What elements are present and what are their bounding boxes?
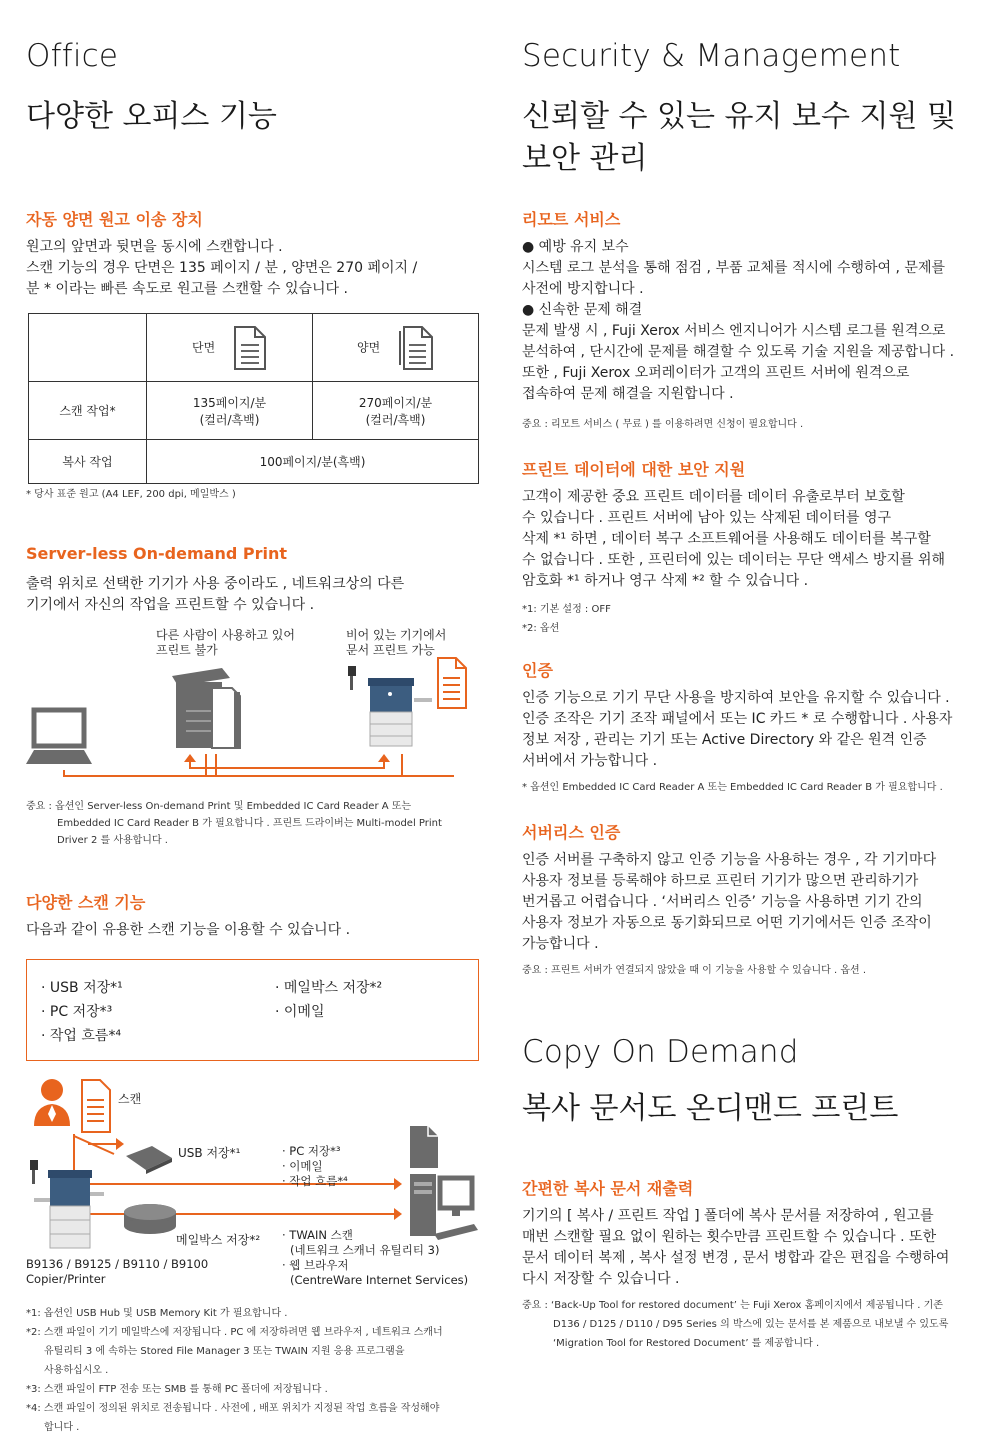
value-line: (컬러/흑백) bbox=[199, 412, 260, 427]
twain-labels bbox=[282, 1228, 468, 1288]
scan-document-icon bbox=[82, 1080, 110, 1132]
free-printer-icon bbox=[348, 666, 432, 746]
value-line: 270페이지/분 bbox=[358, 395, 433, 410]
label-line: 비어 있는 기기에서 bbox=[346, 628, 447, 642]
label-line: B9136 / B9125 / B9110 / B9100 bbox=[26, 1257, 209, 1271]
adf-line: 스캔 기능의 경우 단면은 135 페이지 / 분 , 양면은 270 페이지 / bbox=[26, 260, 418, 276]
label-line: Copier/Printer bbox=[26, 1272, 106, 1286]
security-line: 고객이 제공한 중요 프린트 데이터를 데이터 유출로부터 보호할 bbox=[522, 489, 905, 505]
scan-feature-email: · 이메일 bbox=[275, 1004, 325, 1020]
note-line: *2: 옵션 bbox=[522, 623, 560, 634]
auth-line: 인증 기능으로 기기 무단 사용을 방지하여 보안을 유지할 수 있습니다 . bbox=[522, 690, 950, 706]
security-line: 수 있습니다 . 프린트 서버에 남아 있는 삭제된 데이터를 영구 bbox=[522, 510, 892, 526]
remote-line: 분석하여 , 단시간에 문제를 해결할 수 있도록 기술 지원을 제공합니다 . bbox=[522, 344, 955, 360]
serverless-heading: Server-less On-demand Print bbox=[26, 544, 287, 563]
label-line: (CentreWare Internet Services) bbox=[290, 1273, 469, 1287]
subtitle-line: 보안 관리 bbox=[522, 141, 648, 176]
auth-line: 서버에서 가능합니다 . bbox=[522, 753, 658, 769]
office-subtitle: 다양한 오피스 기능 bbox=[26, 99, 277, 134]
reprint-description bbox=[522, 1206, 992, 1290]
serverless-print-diagram bbox=[26, 654, 476, 786]
remote-line: ● 신속한 문제 해결 bbox=[522, 302, 643, 318]
remote-line: 또한 , Fuji Xerox 오퍼레이터가 고객의 프린트 서버에 원격으로 bbox=[522, 365, 910, 381]
security-subtitle bbox=[522, 96, 956, 180]
scan-label: 스캔 bbox=[118, 1092, 142, 1106]
reprint-heading: 간편한 복사 문서 재출력 bbox=[522, 1179, 694, 1198]
reprint-note bbox=[522, 1296, 948, 1353]
serverless-description bbox=[26, 574, 404, 616]
subtitle-line: 신뢰할 수 있는 유지 보수 지원 및 bbox=[522, 99, 956, 134]
double-sided-document-icon bbox=[398, 325, 434, 371]
model-label bbox=[26, 1257, 208, 1287]
remote-line: 사전에 방지합니다 . bbox=[522, 281, 644, 297]
printed-document-icon bbox=[438, 658, 466, 708]
print-security-heading: 프린트 데이터에 대한 보안 지원 bbox=[522, 460, 746, 479]
scan-speed-table bbox=[28, 313, 479, 484]
scan-feature-usb: · USB 저장*¹ bbox=[41, 980, 123, 996]
scan-double-value bbox=[313, 382, 479, 440]
label-line: · PC 저장*³ bbox=[282, 1144, 341, 1158]
label-line: 다른 사람이 사용하고 있어 bbox=[156, 628, 295, 642]
security-title: Security & Management bbox=[522, 38, 901, 74]
table-header-double bbox=[313, 314, 479, 382]
auth-line: 사용자 정보가 자동으로 동기화되므로 어떤 기기에서든 인증 조작이 bbox=[522, 915, 932, 931]
scan-single-value bbox=[147, 382, 313, 440]
scan-feature-pc: · PC 저장*³ bbox=[41, 1004, 113, 1020]
serverless-note bbox=[26, 798, 442, 849]
serverless-auth-heading: 서버리스 인증 bbox=[522, 823, 621, 842]
note-line: 합니다 . bbox=[44, 1422, 80, 1433]
scan-notes bbox=[26, 1304, 443, 1437]
remote-heading: 리모트 서비스 bbox=[522, 210, 621, 229]
label-line: · TWAIN 스캔 bbox=[282, 1228, 353, 1242]
adf-heading: 자동 양면 원고 이송 장치 bbox=[26, 210, 203, 229]
reprint-line: 다시 저장할 수 있습니다 . bbox=[522, 1271, 680, 1287]
adf-description bbox=[26, 237, 476, 300]
scan-description: 다음과 같이 유용한 스캔 기능을 이용할 수 있습니다 . bbox=[26, 922, 351, 938]
note-line: *3: 스캔 파일이 FTP 전송 또는 SMB 를 통해 PC 폴더에 저장됩니다 . bbox=[26, 1384, 328, 1395]
usb-label: USB 저장*¹ bbox=[178, 1146, 241, 1160]
remote-description bbox=[522, 237, 992, 405]
copy-value: 100페이지/분(흑백) bbox=[147, 440, 479, 484]
copy-title: Copy On Demand bbox=[522, 1034, 799, 1070]
remote-line: 문제 발생 시 , Fuji Xerox 서비스 엔지니어가 시스템 로그를 원격으로 bbox=[522, 323, 946, 339]
serverless-auth-note: 중요 : 프린트 서버가 연결되지 않았을 때 이 기능을 사용할 수 있습니다 . 옵션 . bbox=[522, 965, 867, 976]
note-line: *1: 기본 설정 : OFF bbox=[522, 604, 611, 615]
remote-note: 중요 : 리모트 서비스 ( 무료 ) 를 이용하려면 신청이 필요합니다 . bbox=[522, 419, 804, 430]
reprint-line: 문서 데이터 복제 , 복사 설정 변경 , 문서 병합과 같은 편집을 수행하여 bbox=[522, 1250, 950, 1266]
security-line: 삭제 *¹ 하면 , 데이터 복구 소프트웨어를 사용해도 데이터를 복구할 bbox=[522, 531, 931, 547]
copy-subtitle: 복사 문서도 온디맨드 프린트 bbox=[522, 1091, 899, 1126]
pc-save-labels bbox=[282, 1144, 348, 1189]
note-line: Embedded IC Card Reader B 가 필요합니다 . 프린트 드라이버는 Multi-model Print bbox=[57, 818, 442, 829]
note-line: 중요 : ‘Back-Up Tool for restored document’ 는 Fuji Xerox 홈페이지에서 제공됩니다 . 기존 bbox=[522, 1300, 943, 1311]
value-line: 135페이지/분 bbox=[192, 395, 267, 410]
print-security-description bbox=[522, 487, 992, 592]
double-label: 양면 bbox=[356, 340, 381, 354]
remote-line: ● 예방 유지 보수 bbox=[522, 239, 629, 255]
table-header-single bbox=[147, 314, 313, 382]
usb-memory-icon bbox=[126, 1146, 172, 1174]
remote-line: 시스템 로그 분석을 통해 점검 , 부품 교체를 적시에 수행하여 , 문제를 bbox=[522, 260, 945, 276]
single-label: 단면 bbox=[191, 340, 216, 354]
serverless-auth-description bbox=[522, 850, 992, 955]
print-security-notes bbox=[522, 600, 611, 638]
auth-line: 정보 저장 , 관리는 기기 또는 Active Directory 와 같은 원격 인증 bbox=[522, 732, 927, 748]
mfp-printer-icon bbox=[30, 1160, 104, 1248]
note-line: 사용하십시오 . bbox=[44, 1365, 109, 1376]
reprint-line: 매번 스캔할 필요 없이 원하는 횟수만큼 프린트할 수 있습니다 . 또한 bbox=[522, 1229, 937, 1245]
table-corner bbox=[29, 314, 147, 382]
auth-line: 인증 서버를 구축하지 않고 인증 기능을 사용하는 경우 , 각 기기마다 bbox=[522, 852, 937, 868]
scan-feature-mailbox: · 메일박스 저장*² bbox=[275, 980, 383, 996]
label-line: · 웹 브라우저 bbox=[282, 1258, 349, 1272]
auth-note: * 옵션인 Embedded IC Card Reader A 또는 Embedded IC Card Reader B 가 필요합니다 . bbox=[522, 782, 943, 793]
security-line: 수 없습니다 . 또한 , 프린터에 있는 데이터는 무단 액세스 방지를 위해 bbox=[522, 552, 945, 568]
office-title: Office bbox=[26, 38, 119, 74]
auth-line: 번거롭고 어렵습니다 . ‘서버리스 인증’ 기능을 사용하면 기기 간의 bbox=[522, 894, 923, 910]
auth-line: 사용자 정보를 등록해야 하므로 프린터 기기가 많으면 관리하기가 bbox=[522, 873, 919, 889]
mailbox-label: 메일박스 저장*² bbox=[176, 1233, 261, 1247]
single-sided-document-icon bbox=[233, 325, 267, 371]
note-line: 중요 : 옵션인 Server-less On-demand Print 및 Embedded IC Card Reader A 또는 bbox=[26, 801, 412, 812]
auth-heading: 인증 bbox=[522, 661, 553, 680]
laptop-icon bbox=[26, 710, 92, 764]
auth-description bbox=[522, 688, 992, 772]
label-line: · 이메일 bbox=[282, 1159, 323, 1173]
security-line: 암호화 *¹ 하거나 영구 삭제 *² 할 수 있습니다 . bbox=[522, 573, 809, 589]
mailbox-storage-icon bbox=[124, 1204, 176, 1234]
adf-line: 분 * 이라는 빠른 속도로 원고를 스캔할 수 있습니다 . bbox=[26, 281, 348, 297]
label-line: (네트워크 스캐너 유틸리티 3) bbox=[290, 1243, 440, 1257]
network-line bbox=[64, 754, 454, 776]
busy-document-icon bbox=[212, 688, 240, 748]
remote-line: 접속하여 문제 해결을 지원합니다 . bbox=[522, 386, 734, 402]
pc-document-icon bbox=[410, 1126, 438, 1168]
row-scan-label: 스캔 작업* bbox=[29, 382, 147, 440]
note-line: *1: 옵션인 USB Hub 및 USB Memory Kit 가 필요합니다 . bbox=[26, 1308, 288, 1319]
note-line: ‘Migration Tool for Restored Document’ 를 제공합니다 . bbox=[553, 1338, 820, 1349]
row-copy-label: 복사 작업 bbox=[29, 440, 147, 484]
auth-line: 인증 조작은 기기 조작 패널에서 또는 IC 카드 * 로 수행합니다 . 사용자 bbox=[522, 711, 953, 727]
reprint-line: 기기의 [ 복사 / 프린트 작업 ] 폴더에 복사 문서를 저장하여 , 원고를 bbox=[522, 1208, 934, 1224]
serverless-line: 출력 위치로 선택한 기기가 사용 중이라도 , 네트워크상의 다른 bbox=[26, 576, 405, 592]
note-line: *4: 스캔 파일이 정의된 위치로 전송됩니다 . 사전에 , 배포 위치가 지정된 작업 흐름을 작성해야 bbox=[26, 1403, 440, 1414]
scan-heading: 다양한 스캔 기능 bbox=[26, 893, 146, 912]
adf-line: 원고의 앞면과 뒷면을 동시에 스캔합니다 . bbox=[26, 239, 283, 255]
note-line: Driver 2 를 사용합니다 . bbox=[57, 835, 168, 846]
note-line: D136 / D125 / D110 / D95 Series 의 박스에 있는 문서를 본 제품으로 내보낼 수 있도록 bbox=[553, 1319, 949, 1330]
value-line: (컬러/흑백) bbox=[365, 412, 426, 427]
user-icon bbox=[34, 1079, 70, 1126]
label-line: 프린트 불가 bbox=[156, 643, 218, 657]
serverless-line: 기기에서 자신의 작업을 프린트할 수 있습니다 . bbox=[26, 597, 315, 613]
note-line: *2: 스캔 파일이 기기 메일박스에 저장됩니다 . PC 에 저장하려면 웹 브라우저 , 네트워크 스캐너 bbox=[26, 1327, 443, 1338]
auth-line: 가능합니다 . bbox=[522, 936, 599, 952]
label-line: · 작업 흐름*⁴ bbox=[282, 1174, 348, 1188]
note-line: 유틸리티 3 에 속하는 Stored File Manager 3 또는 TWAIN 지원 응용 프로그램을 bbox=[44, 1346, 405, 1357]
adf-note: * 당사 표준 원고 (A4 LEF, 200 dpi, 메일박스 ) bbox=[26, 489, 236, 500]
label-line: 문서 프린트 가능 bbox=[346, 643, 435, 657]
scan-feature-workflow: · 작업 흐름*⁴ bbox=[41, 1028, 122, 1044]
scan-feature-box bbox=[26, 959, 479, 1061]
